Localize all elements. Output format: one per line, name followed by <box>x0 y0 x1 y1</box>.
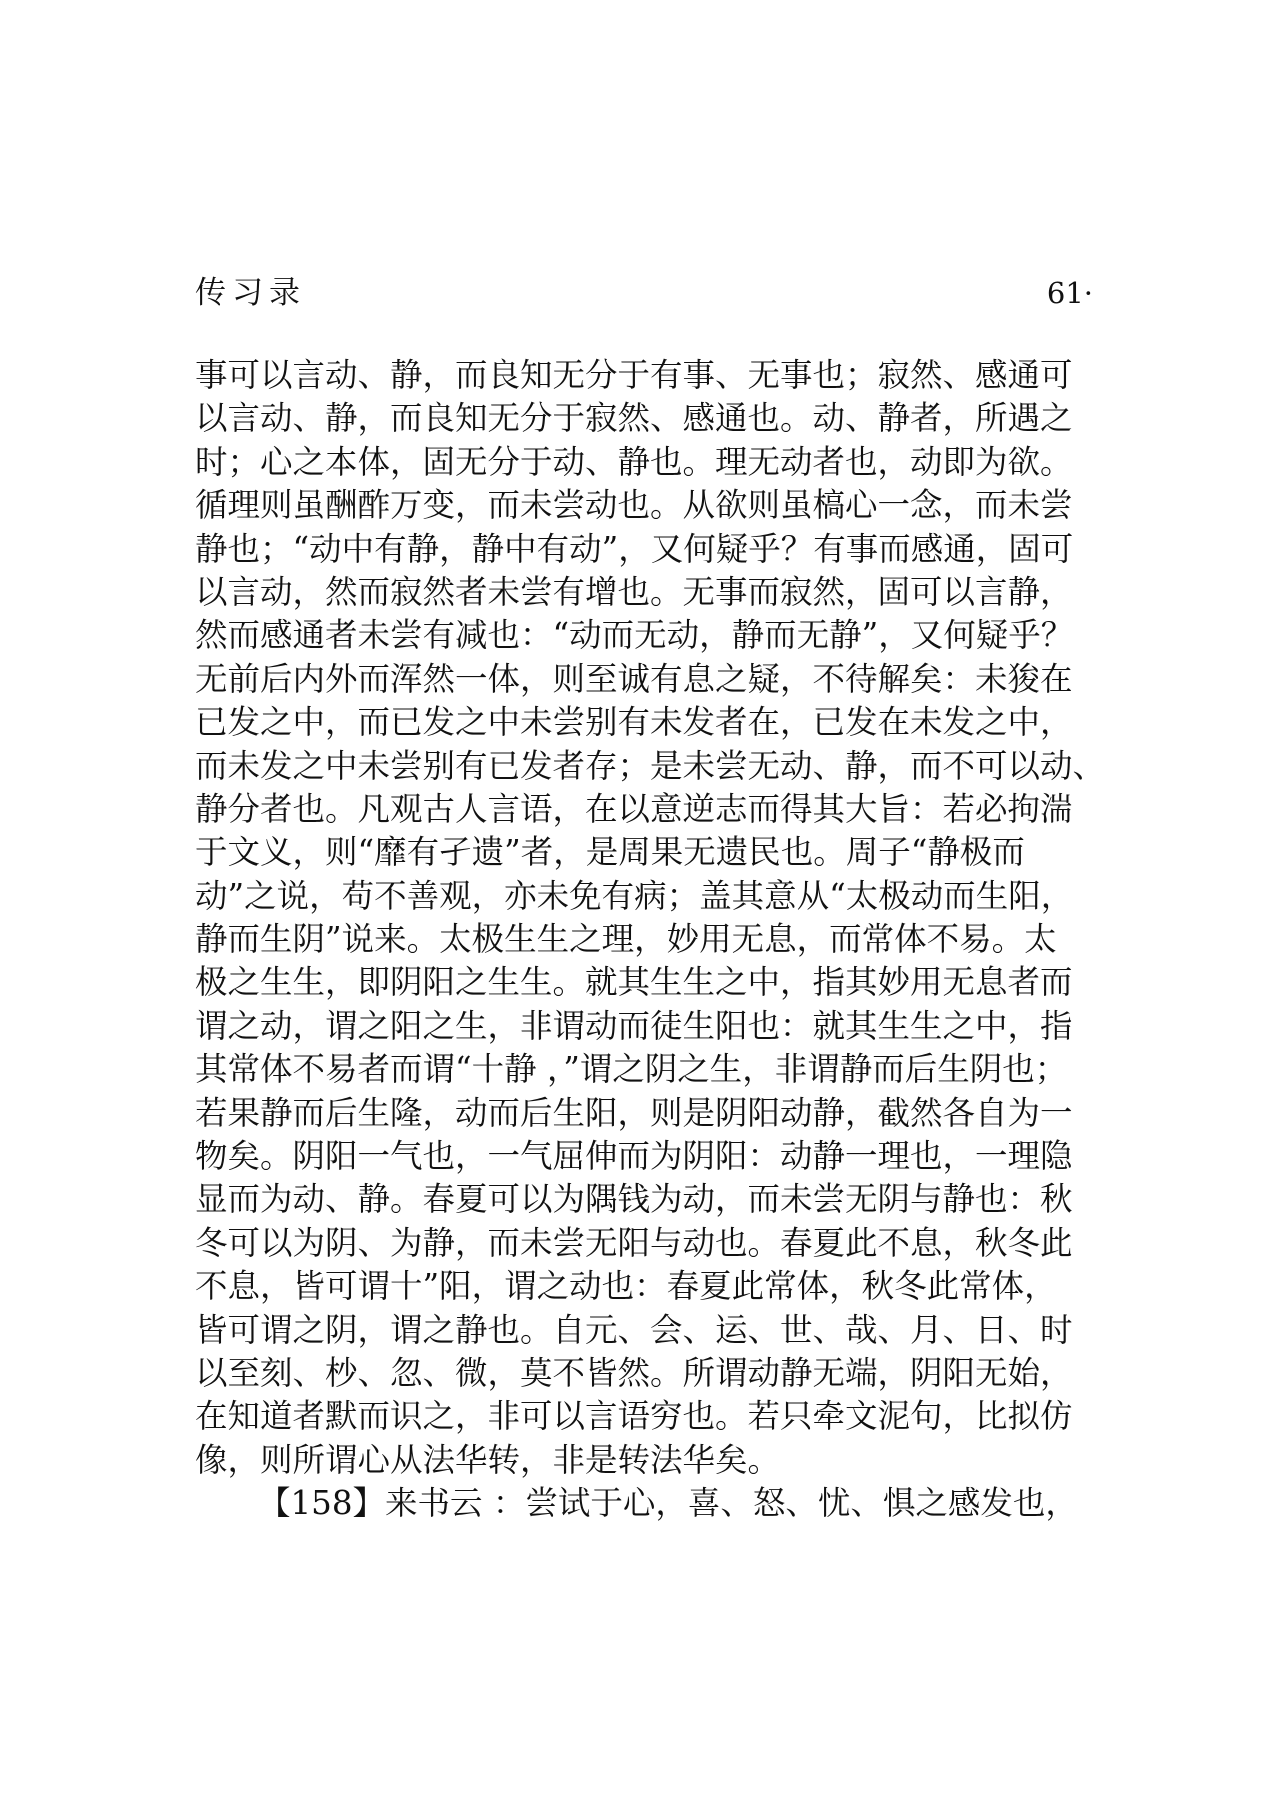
text-line: 以至刻、杪、忽、微，莫不皆然。所谓动静无端，阴阳无始， <box>195 1353 1073 1392</box>
text-line: 静分者也。凡观古人言语，在以意逆志而得其大旨：若必拘湍 <box>195 789 1073 828</box>
text-line: 以言动，然而寂然者未尝有增也。无事而寂然，固可以言静， <box>195 572 1073 611</box>
text-line: 时；心之本体，固无分于动、静也。理无动者也，动即为欲。 <box>195 442 1073 481</box>
page-number: 61· <box>1046 276 1093 310</box>
text-line: 其常体不易者而谓“十静 ，”谓之阴之生，非谓静而后生阴也； <box>195 1050 1068 1089</box>
text-line: 显而为动、静。春夏可以为隅钱为动，而未尝无阴与静也：秋 <box>195 1180 1073 1219</box>
text-line: 物矣。阴阳一气也，一气屈伸而为阴阳：动静一理也，一理隐 <box>195 1137 1073 1176</box>
text-line: 若果静而后生隆，动而后生阳，则是阴阳动静，截然各自为一 <box>195 1093 1073 1132</box>
text-line: 而未发之中未尝别有已发者存；是未尝无动、静，而不可以动、 <box>195 746 1106 785</box>
text-line: 事可以言动、静，而良知无分于有事、无事也；寂然、感通可 <box>195 356 1073 394</box>
text-line: 以言动、静，而良知无分于寂然、感通也。动、静者，所遇之 <box>195 399 1073 438</box>
book-title: 传习录 <box>195 275 306 311</box>
text-line: 在知道者默而识之，非可以言语穷也。若只牵文泥句，比拟仿 <box>195 1397 1073 1436</box>
text-line: 动”之说，苟不善观，亦未免有病；盖其意从“太极动而生阳， <box>195 876 1074 915</box>
running-header <box>195 268 1093 318</box>
text-line: 像，则所谓心从法华转，非是转法华矣。 <box>195 1440 781 1479</box>
text-line: 无前后内外而浑然一体，则至诚有息之疑，不待解矣：未狻在 <box>195 659 1073 698</box>
text-line: 极之生生，即阴阳之生生。就其生生之中，指其妙用无息者而 <box>195 963 1073 1002</box>
body-text <box>195 354 1115 1526</box>
paragraph-158-first-line: 【158】来书云 ：尝试于心，喜、怒、忧、惧之感发也， <box>258 1484 1078 1523</box>
text-line: 静而生阴”说来。太极生生之理，妙用无息，而常体不易。太 <box>195 920 1057 959</box>
text-line: 于文义，则“靡有孑遗”者，是周果无遗民也。周子“静极而 <box>195 833 1025 872</box>
text-line: 不息，皆可谓十”阳，谓之动也：春夏此常体，秋冬此常体， <box>195 1267 1057 1306</box>
text-line: 循理则虽酬酢万变，而未尝动也。从欲则虽槁心一念，而未尝 <box>195 486 1073 525</box>
text-line: 皆可谓之阴，谓之静也。自元、会、运、世、哉、月、日、时 <box>195 1310 1073 1349</box>
text-line: 然而感通者未尝有减也：“动而无动，静而无静”，又何疑乎？ <box>195 616 1074 655</box>
text-line: 已发之中，而已发之中未尝别有未发者在，已发在未发之中， <box>195 703 1073 742</box>
text-line: 静也；“动中有静，静中有动”，又何疑乎？有事而感通，固可 <box>195 529 1074 568</box>
text-line: 冬可以为阴、为静，而未尝无阳与动也。春夏此不息，秋冬此 <box>195 1223 1073 1262</box>
text-line: 谓之动，谓之阳之生，非谓动而徒生阳也：就其生生之中，指 <box>195 1006 1073 1045</box>
